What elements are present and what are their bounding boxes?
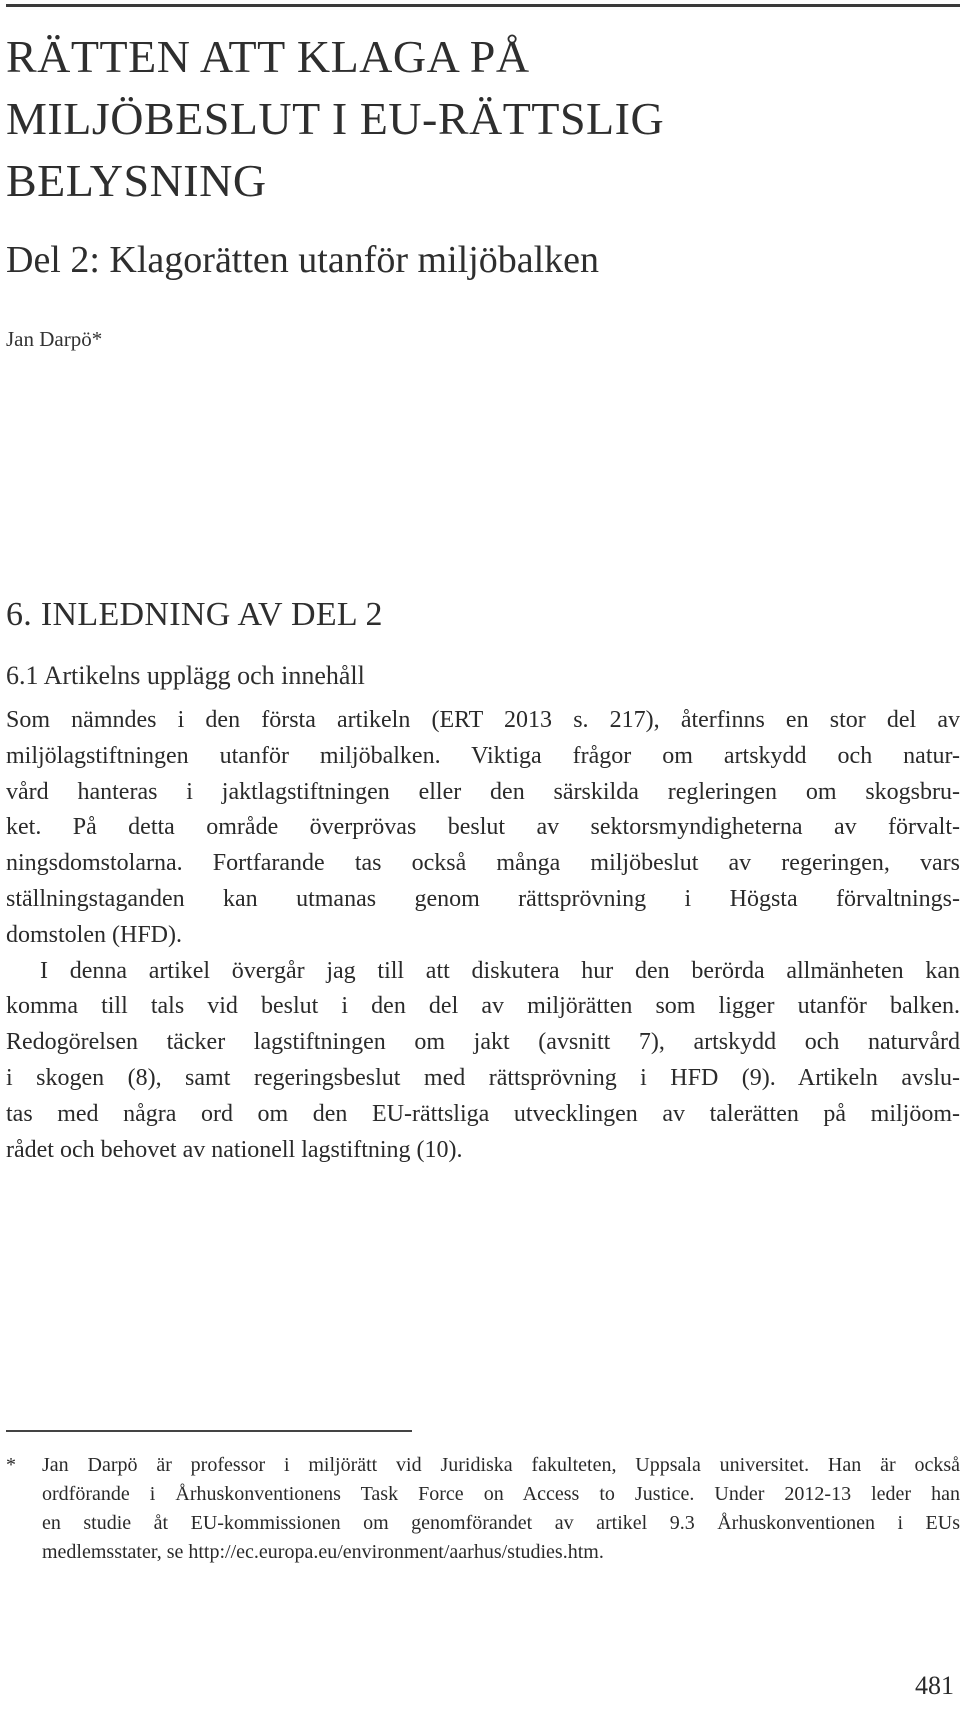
footnote-line: medlemsstater, se http://ec.europa.eu/environment/aarhus/studies.htm. — [42, 1541, 604, 1563]
body-line: Redogörelsen täcker lagstiftningen om jakt (avsnitt 7), artskydd och naturvård — [6, 1029, 960, 1056]
body-line: domstolen (HFD). — [6, 921, 182, 948]
footnote-marker: * — [6, 1454, 16, 1476]
footnote-line: en studie åt EU-kommissionen om genomförandet av artikel 9.3 Århuskonventionen i EUs — [42, 1512, 960, 1534]
footnote-line: Jan Darpö är professor i miljörätt vid Juridiska fakulteten, Uppsala universitet. Han är också — [42, 1454, 960, 1476]
title-line: RÄTTEN ATT KLAGA PÅ — [6, 31, 530, 82]
footnote-line: ordförande i Århuskonventionens Task Force on Access to Justice. Under 2012-13 leder han — [42, 1483, 960, 1505]
title-line: MILJÖBESLUT I EU-RÄTTSLIG — [6, 93, 665, 144]
section-heading: 6. INLEDNING AV DEL 2 — [6, 596, 383, 633]
top-rule — [6, 4, 960, 7]
body-line: I denna artikel övergår jag till att diskutera hur den berörda allmänheten kan — [40, 957, 960, 984]
body-line: ket. På detta område överprövas beslut av sektorsmyndigheterna av förvalt- — [6, 814, 960, 841]
footnote-rule — [6, 1430, 412, 1432]
body-line: tas med några ord om den EU-rättsliga utvecklingen av talerätten på miljöom- — [6, 1100, 960, 1127]
body-line: vård hanteras i jaktlagstiftningen eller den särskilda regleringen om skogsbru- — [6, 778, 960, 805]
author-name: Jan Darpö* — [6, 327, 103, 351]
title-line: BELYSNING — [6, 155, 267, 206]
body-line: rådet och behovet av nationell lagstiftning (10). — [6, 1136, 463, 1163]
body-line: ningsdomstolarna. Fortfarande tas också många miljöbeslut av regeringen, vars — [6, 850, 960, 877]
body-line: i skogen (8), samt regeringsbeslut med rättsprövning i HFD (9). Artikeln avslu- — [6, 1064, 960, 1091]
article-title — [6, 26, 906, 212]
footnote — [6, 1451, 960, 1567]
body-line: Som nämndes i den första artikeln (ERT 2013 s. 217), återfinns en stor del av — [6, 707, 960, 733]
body-line: ställningstaganden kan utmanas genom rättsprövning i Högsta förvaltnings- — [6, 885, 960, 912]
page-number: 481 — [915, 1671, 954, 1700]
body-line: miljölagstiftningen utanför miljöbalken. Viktiga frågor om artskydd och natur- — [6, 742, 960, 769]
article-subtitle: Del 2: Klagorätten utanför miljöbalken — [6, 239, 600, 281]
body-text — [6, 703, 960, 1168]
subsection-heading: 6.1 Artikelns upplägg och innehåll — [6, 661, 365, 690]
body-line: komma till tals vid beslut i den del av miljörätten som ligger utanför balken. — [6, 993, 960, 1020]
